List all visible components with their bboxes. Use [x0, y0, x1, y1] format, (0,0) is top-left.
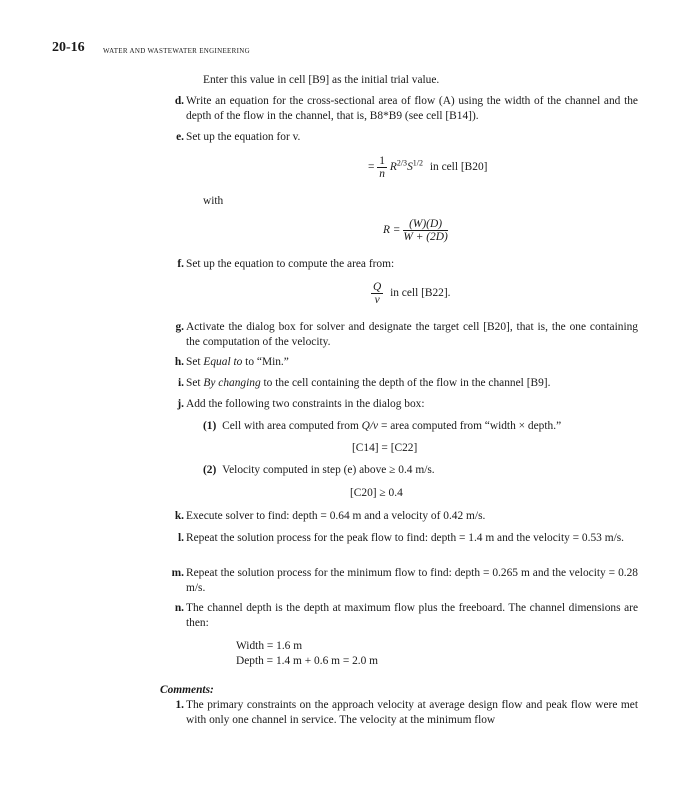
R-denominator: W + (2D) [403, 231, 448, 243]
with-label: with [203, 195, 224, 207]
var-S: S [407, 161, 413, 174]
R-lhs: R = [383, 224, 401, 237]
eq-sign: = [368, 161, 375, 174]
running-title: WATER AND WASTEWATER ENGINEERING [103, 47, 250, 55]
step-k-text: Execute solver to find: depth = 0.64 m and a velocity of 0.42 m/s. [186, 510, 486, 522]
equation-hydraulic-radius [383, 218, 448, 243]
R-numerator: (W)(D) [403, 218, 447, 231]
constraint-1-prefix: Cell with area computed from [222, 420, 362, 432]
step-m-label: m. [171, 567, 184, 579]
step-m-text: Repeat the solution process for the minimum flow to find: depth = 0.265 m and the velocity = 0.28 m/s. [186, 567, 638, 594]
step-f-text: Set up the equation to compute the area from: [186, 258, 395, 270]
step-j [177, 397, 638, 412]
step-g-text: Activate the dialog box for solver and designate the target cell [B20], that is, the one containing the computation of the velocity. [186, 321, 638, 348]
step-m [171, 566, 638, 596]
fraction-R [403, 218, 447, 243]
comments-heading: Comments: [160, 684, 214, 696]
comment-1-text: The primary constraints on the approach velocity at average design flow and peak flow were met with only one channel in service. The velocity at the minimum flow [186, 699, 638, 726]
comment-1-label: 1. [175, 699, 184, 711]
step-j-text: Add the following two constraints in the dialog box: [186, 398, 425, 410]
step-h [174, 355, 638, 370]
frac-denominator: n [379, 168, 385, 180]
intro-line: Enter this value in cell [B9] as the initial trial value. [203, 74, 440, 86]
step-h-label: h. [174, 356, 184, 368]
area-denominator: v [374, 294, 380, 306]
step-k [174, 509, 638, 524]
cell-ref-b20: in cell [B20] [429, 161, 488, 174]
constraint-1-equation: [C14] = [C22] [352, 442, 418, 454]
step-h-prefix: Set [186, 356, 204, 368]
fraction-Q-over-v [371, 281, 383, 306]
step-j-label: j. [177, 398, 184, 410]
step-d-text: Write an equation for the cross-sectional area of flow (A) using the width of the channel and the depth of the flow in the channel, that is, B8*B9 (see cell [B14]). [186, 95, 638, 122]
step-g-label: g. [175, 321, 184, 333]
step-l-label: l. [177, 532, 184, 544]
step-l-text: Repeat the solution process for the peak flow to find: depth = 1.4 m and the velocity = 0.53 m/s. [186, 532, 625, 544]
step-i-label: i. [177, 377, 184, 389]
constraint-2-label: (2) [203, 464, 217, 476]
equation-area [371, 281, 451, 306]
equation-velocity [368, 155, 487, 180]
fraction-1-over-n [377, 155, 387, 180]
step-e [176, 130, 638, 145]
step-i-emphasis: By changing [203, 377, 261, 389]
step-f [177, 257, 638, 272]
step-n-text: The channel depth is the depth at maximum flow plus the freeboard. The channel dimensions are then: [186, 602, 638, 629]
step-h-emphasis: Equal to [203, 356, 243, 368]
constraint-1-label: (1) [203, 420, 217, 432]
dimension-width: Width = 1.6 m [236, 640, 303, 652]
frac-numerator: 1 [379, 155, 385, 167]
step-n [174, 601, 638, 631]
step-l [177, 531, 638, 546]
step-e-label: e. [176, 131, 184, 143]
step-d [174, 94, 638, 124]
step-n-label: n. [174, 602, 184, 614]
constraint-1 [203, 419, 561, 434]
constraint-1-suffix: = area computed from “width × depth.” [378, 420, 562, 432]
step-e-text: Set up the equation for v. [186, 131, 301, 143]
area-numerator: Q [373, 281, 382, 293]
constraint-2-text: Velocity computed in step (e) above ≥ 0.4 m/s. [222, 464, 435, 476]
R-exponent: 2/3 [396, 158, 408, 168]
var-R: R [389, 161, 397, 174]
step-h-suffix: to “Min.” [242, 356, 289, 368]
page-number: 20-16 [52, 40, 85, 55]
constraint-2 [203, 463, 435, 478]
step-g [175, 320, 638, 350]
step-i [177, 376, 638, 391]
cell-ref-b22: in cell [B22]. [390, 287, 451, 300]
dimension-depth: Depth = 1.4 m + 0.6 m = 2.0 m [236, 655, 379, 667]
step-f-label: f. [177, 258, 184, 270]
constraint-1-emphasis: Q/v [361, 420, 379, 432]
S-exponent: 1/2 [412, 158, 423, 168]
step-i-suffix: to the cell containing the depth of the flow in the channel [B9]. [260, 377, 551, 389]
step-i-prefix: Set [186, 377, 204, 389]
step-d-label: d. [174, 95, 184, 107]
step-k-label: k. [174, 510, 184, 522]
comment-1 [175, 698, 638, 728]
constraint-2-equation: [C20] ≥ 0.4 [350, 487, 403, 499]
